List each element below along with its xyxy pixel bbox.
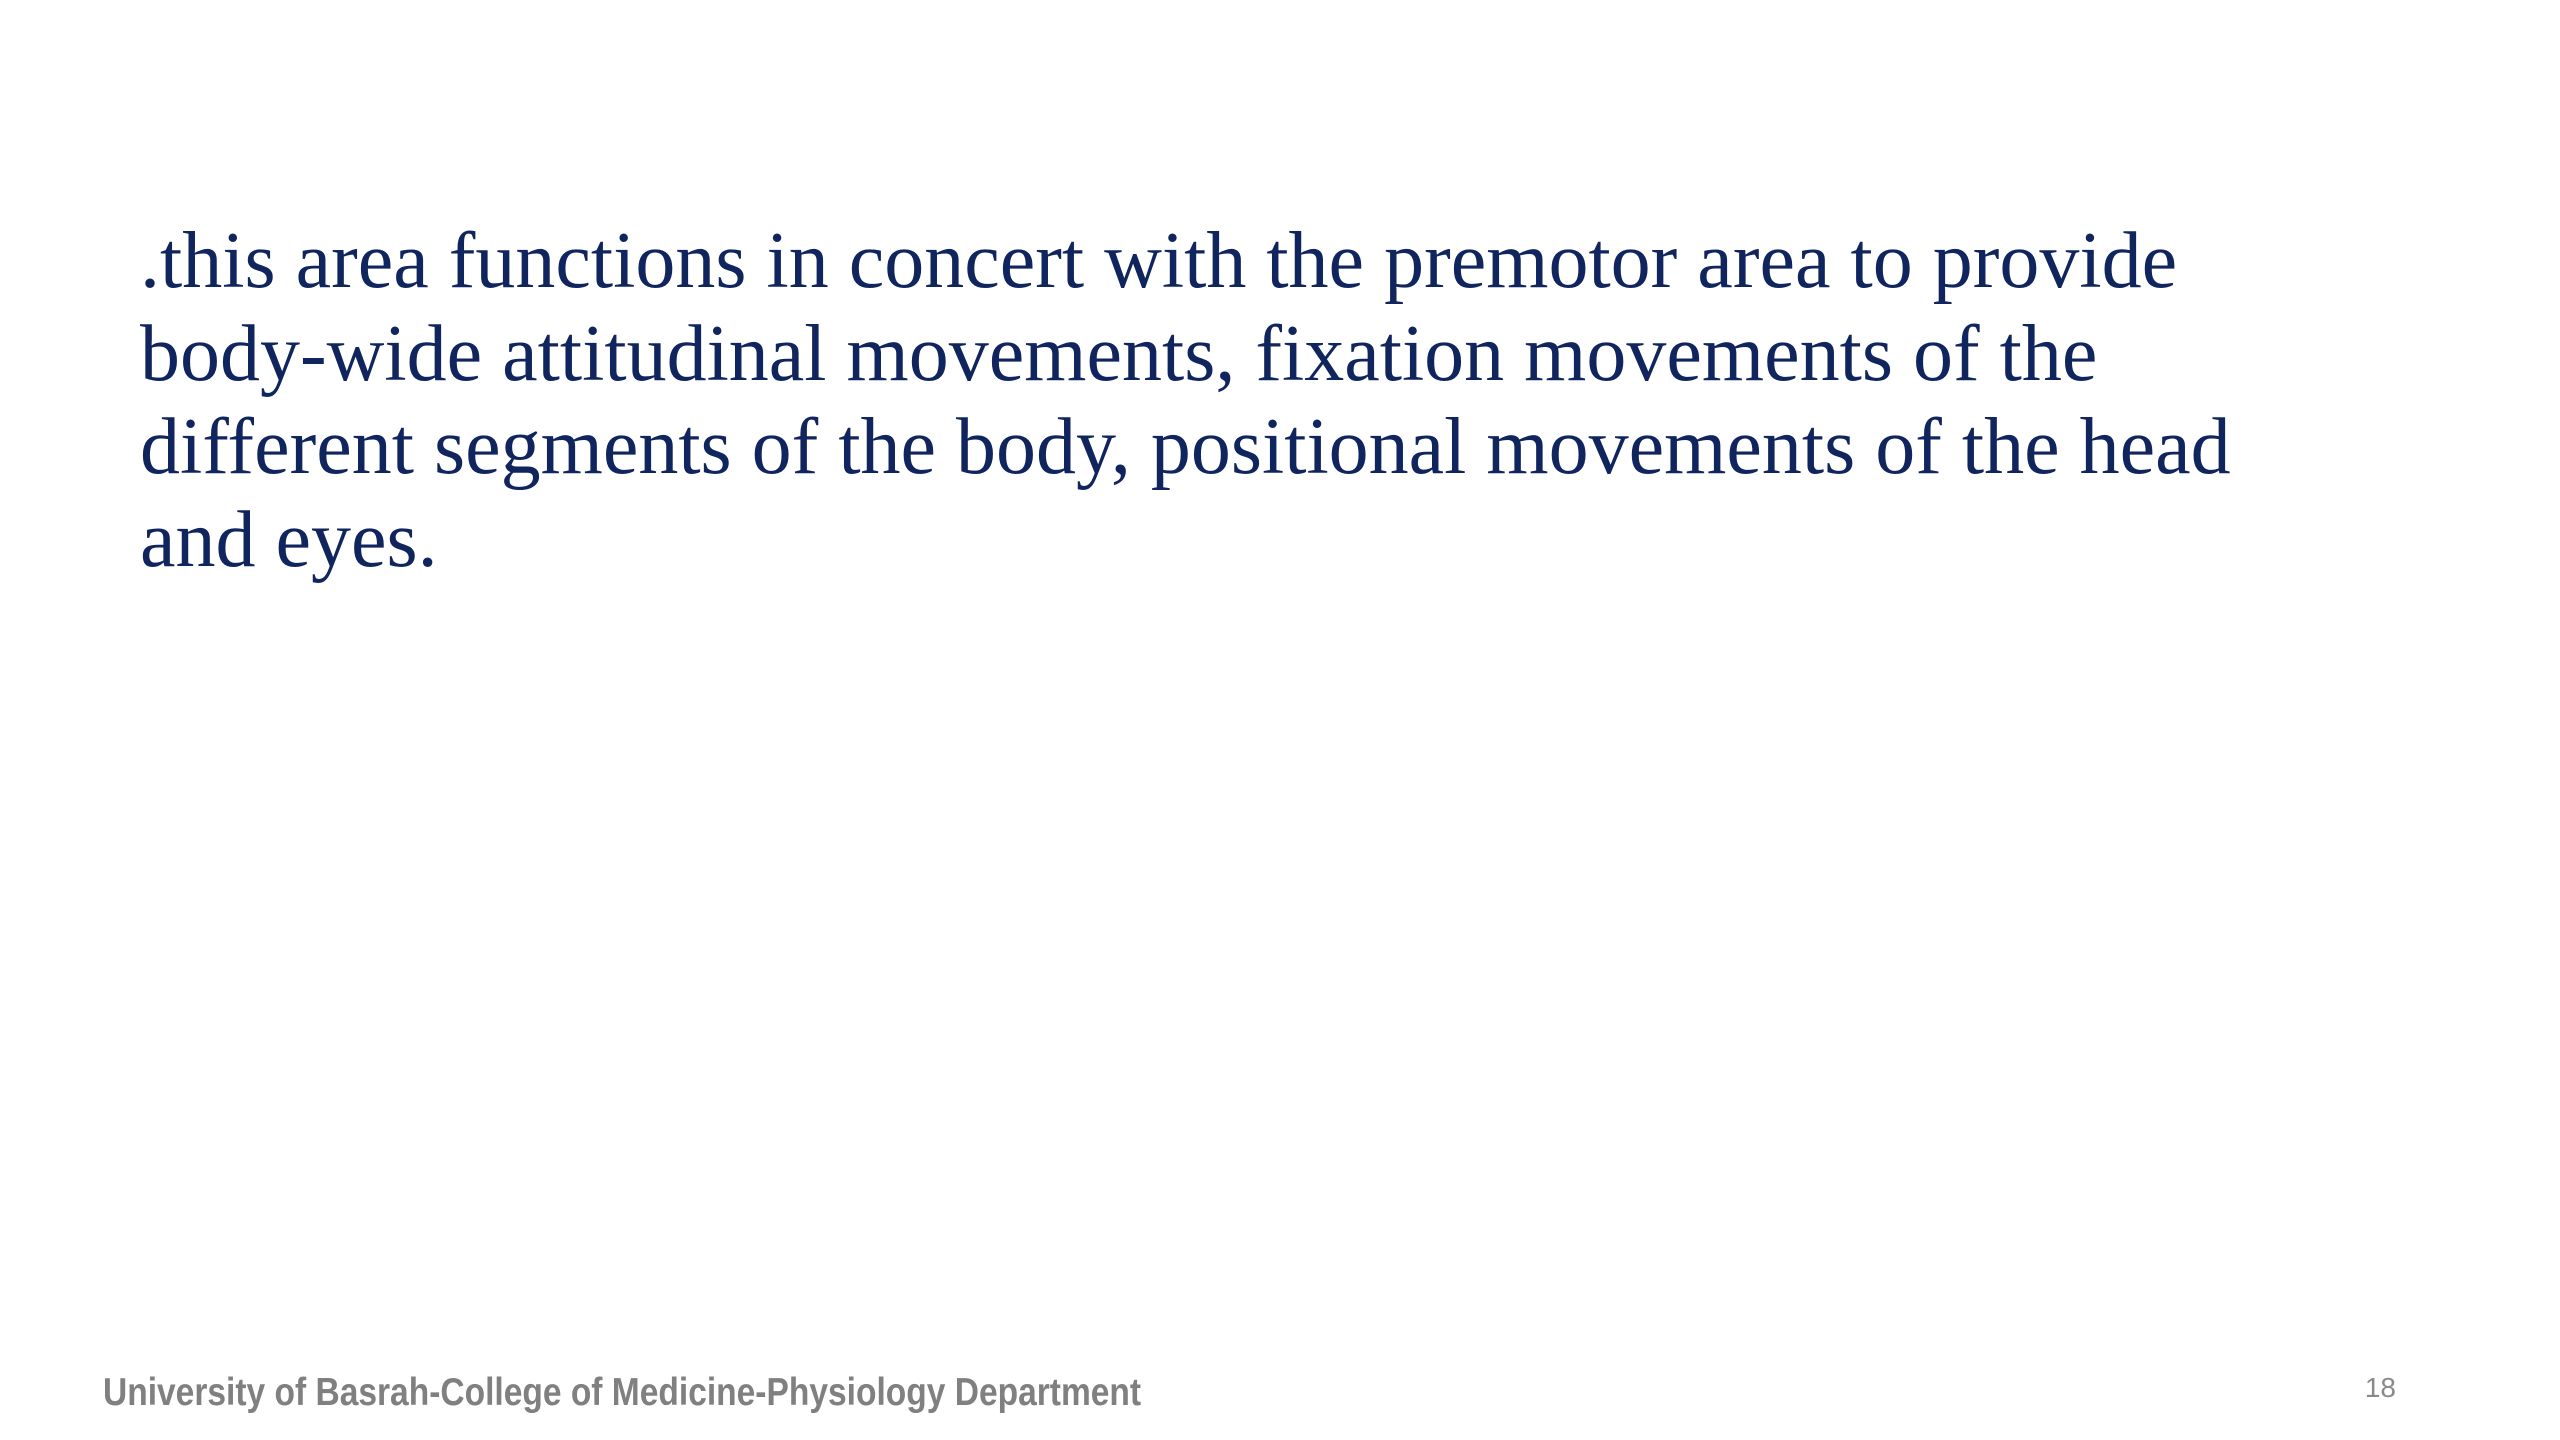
slide-footer: University of Basrah-College of Medicine-Physiology Department — [103, 1371, 1142, 1414]
slide-body-text: .this area functions in concert with the premotor area to provide body-wide attitudinal movements, fixation movements of the different segments of the body, positional movements of the head and eyes. — [140, 217, 2231, 584]
slide-page-number: 18 — [2364, 1372, 2396, 1403]
